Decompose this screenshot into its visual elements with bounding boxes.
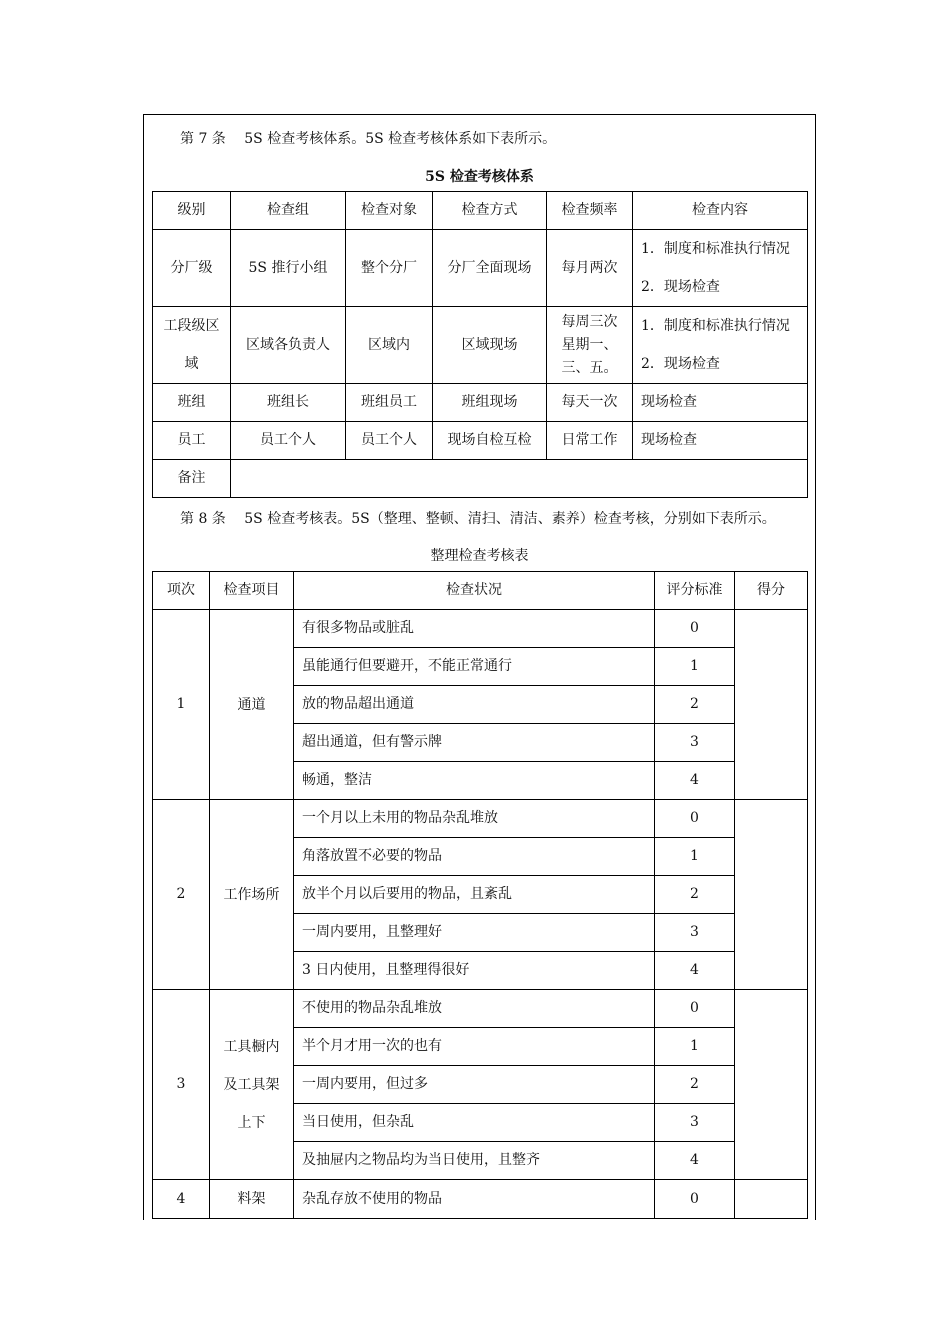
table1-header-cell: 检查对象 [346,192,433,230]
article-8-text: 第 8 条 5S 检查考核表。5S（整理、整顿、清扫、清洁、素养）检查考核，分别如下表所示。 [180,511,776,527]
content-line: 2．现场检查 [641,356,720,372]
target-cell: 班组员工 [346,384,433,422]
frequency-line: 星期一、 [561,336,618,353]
frequency-line: 三、五。 [561,359,618,376]
table2-header-cell: 检查项目 [210,572,294,610]
item-number-cell: 4 [153,1180,210,1219]
table1-header-cell: 检查组 [231,192,346,230]
score-standard-cell: 0 [655,610,735,648]
content-cell: 现场检查 [633,384,808,422]
score-standard-cell: 0 [655,990,735,1028]
method-cell: 班组现场 [433,384,547,422]
condition-cell: 一个月以上未用的物品杂乱堆放 [294,800,655,838]
table2-header-row [153,572,808,610]
remark-value [231,460,808,498]
condition-cell: 当日使用，但杂乱 [294,1104,655,1142]
score-standard-cell: 3 [655,1104,735,1142]
score-standard-cell: 3 [655,914,735,952]
condition-cell: 3 日内使用，且整理得很好 [294,952,655,990]
table-row [153,230,808,307]
condition-cell: 畅通，整洁 [294,762,655,800]
check-item-cell [210,800,294,990]
condition-cell: 及抽屉内之物品均为当日使用，且整齐 [294,1142,655,1180]
table2-title: 整理检查考核表 [430,548,529,564]
frequency-cell [547,307,633,384]
check-item-cell [210,1180,294,1219]
table-row [153,1180,808,1219]
level-cell [153,307,231,384]
condition-cell: 角落放置不必要的物品 [294,838,655,876]
method-cell: 分厂全面现场 [433,230,547,307]
check-item-cell [210,990,294,1180]
check-item-line: 通道 [237,696,266,713]
condition-cell: 一周内要用，但过多 [294,1066,655,1104]
condition-cell: 放的物品超出通道 [294,686,655,724]
target-cell: 区域内 [346,307,433,384]
score-standard-cell: 4 [655,1142,735,1180]
check-item-cell [210,610,294,800]
group-cell: 5S 推行小组 [231,230,346,307]
score-cell [735,990,808,1180]
content-line: 1．制度和标准执行情况 [641,318,790,334]
score-standard-cell: 1 [655,838,735,876]
target-cell: 整个分厂 [346,230,433,307]
method-cell: 区域现场 [433,307,547,384]
frequency-cell: 每月两次 [547,230,633,307]
level-cell: 分厂级 [153,230,231,307]
remark-label: 备注 [153,460,231,498]
method-cell: 现场自检互检 [433,422,547,460]
condition-cell: 不使用的物品杂乱堆放 [294,990,655,1028]
table-row [153,422,808,460]
group-cell: 区域各负责人 [231,307,346,384]
remark-row [153,460,808,498]
content-line: 1．制度和标准执行情况 [641,241,790,257]
check-item-line: 料架 [237,1191,266,1207]
condition-cell: 超出通道，但有警示牌 [294,724,655,762]
condition-cell: 放半个月以后要用的物品，且紊乱 [294,876,655,914]
table2-header-cell: 检查状况 [294,572,655,610]
level-line: 域 [184,356,199,372]
content-cell [633,230,808,307]
check-item-line: 工作场所 [223,886,280,903]
condition-cell: 一周内要用，且整理好 [294,914,655,952]
condition-cell: 虽能通行但要避开，不能正常通行 [294,648,655,686]
item-number-cell: 1 [153,610,210,800]
level-cell: 员工 [153,422,231,460]
content-cell [633,307,808,384]
table1-header-row [153,192,808,230]
frequency-cell: 日常工作 [547,422,633,460]
table2-header-cell: 评分标准 [655,572,735,610]
frequency-cell: 每天一次 [547,384,633,422]
table-row [153,384,808,422]
table-row [153,800,808,838]
table-row [153,307,808,384]
check-item-line: 工具橱内 [223,1038,280,1055]
table1-header-cell: 级别 [153,192,231,230]
score-cell [735,800,808,990]
content-cell: 现场检查 [633,422,808,460]
content-line: 2．现场检查 [641,279,720,295]
table1-header-cell: 检查频率 [547,192,633,230]
table1-header-cell: 检查内容 [633,192,808,230]
table1-header-cell: 检查方式 [433,192,547,230]
table1-title: 5S 检查考核体系 [425,169,534,185]
frequency-line: 每周三次 [561,313,618,330]
score-standard-cell: 2 [655,686,735,724]
condition-cell: 有很多物品或脏乱 [294,610,655,648]
score-standard-cell: 0 [655,1180,735,1219]
item-number-cell: 3 [153,990,210,1180]
condition-cell: 半个月才用一次的也有 [294,1028,655,1066]
target-cell: 员工个人 [346,422,433,460]
score-standard-cell: 2 [655,876,735,914]
score-standard-cell: 4 [655,762,735,800]
check-item-line: 及工具架 [223,1076,280,1093]
score-standard-cell: 0 [655,800,735,838]
inspection-system-table [152,191,808,498]
item-number-cell: 2 [153,800,210,990]
table-row [153,990,808,1028]
score-standard-cell: 3 [655,724,735,762]
score-standard-cell: 1 [655,1028,735,1066]
sort-inspection-table [152,571,808,1219]
group-cell: 班组长 [231,384,346,422]
score-standard-cell: 1 [655,648,735,686]
level-cell: 班组 [153,384,231,422]
score-standard-cell: 4 [655,952,735,990]
table2-header-cell: 得分 [735,572,808,610]
condition-cell: 杂乱存放不使用的物品 [294,1180,655,1219]
group-cell: 员工个人 [231,422,346,460]
check-item-line: 上下 [237,1114,266,1131]
level-line: 工段级区 [163,318,220,334]
table-row [153,610,808,648]
table2-header-cell: 项次 [153,572,210,610]
score-cell [735,1180,808,1219]
score-standard-cell: 2 [655,1066,735,1104]
score-cell [735,610,808,800]
article-7-text: 第 7 条 5S 检查考核体系。5S 检查考核体系如下表所示。 [180,131,557,147]
